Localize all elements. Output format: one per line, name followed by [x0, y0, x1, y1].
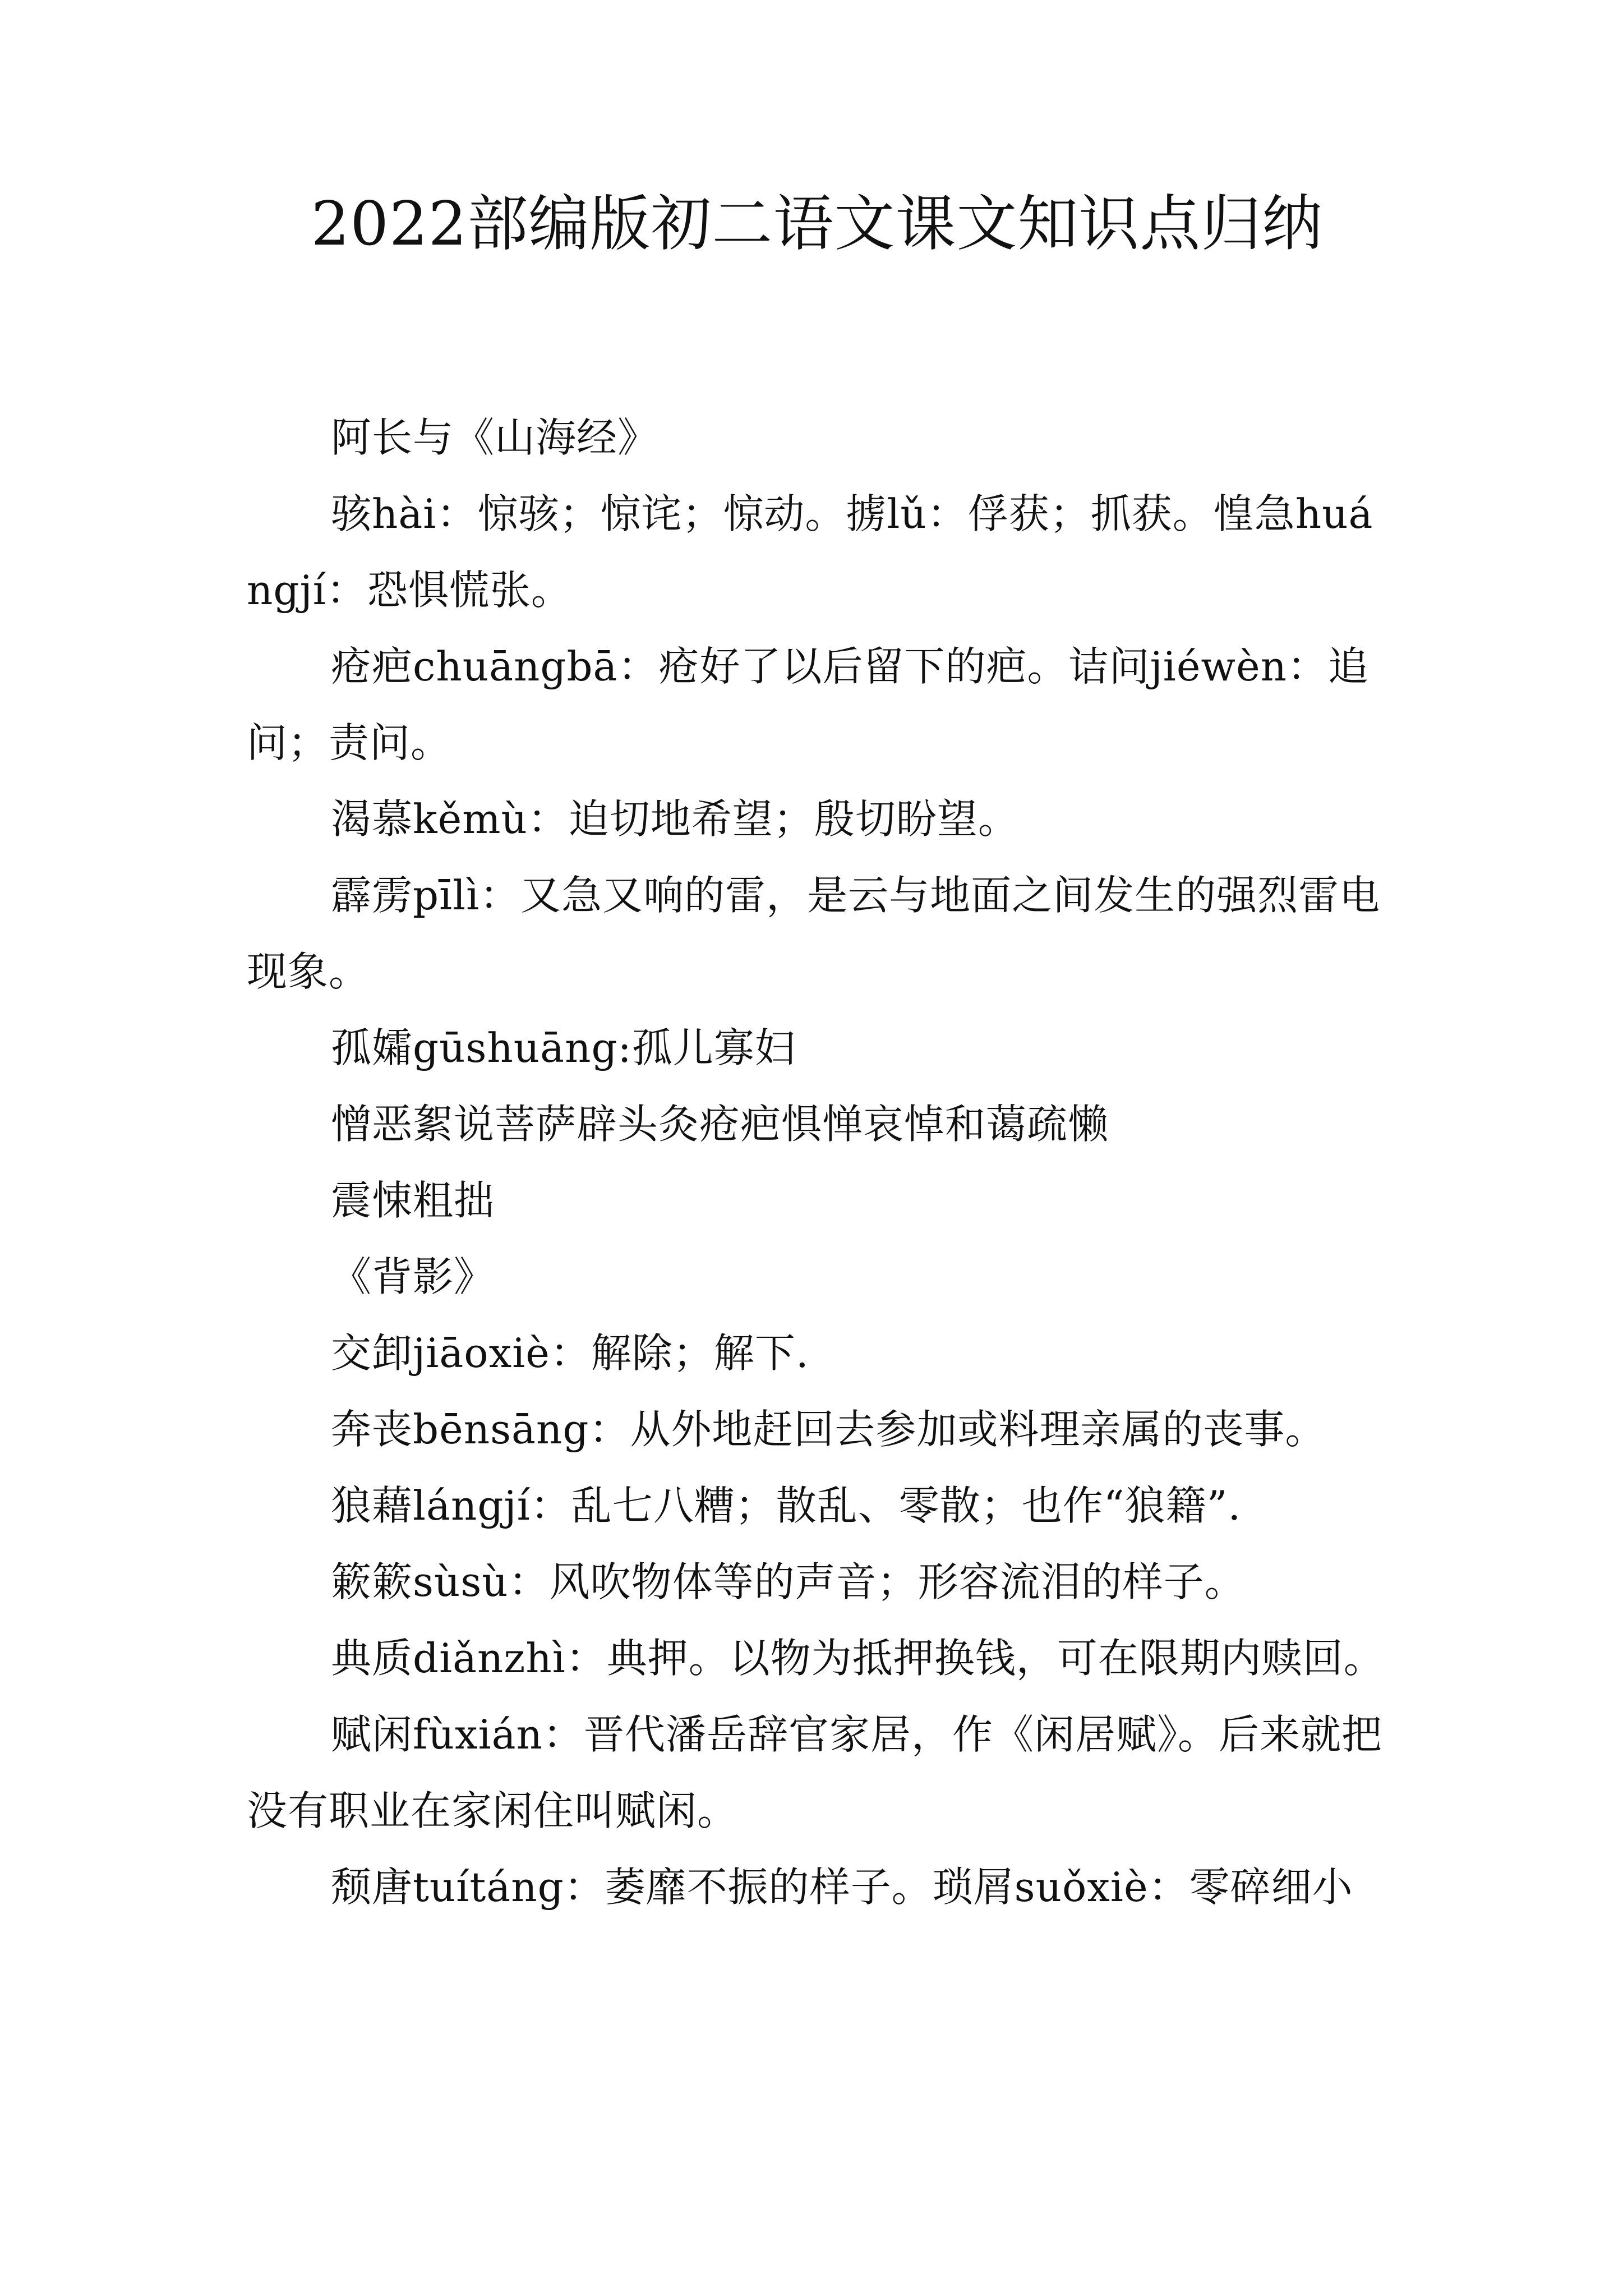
vocab-paragraph: 疮疤chuāngbā：疮好了以后留下的疤。诘问jiéwèn：追问；责问。 [247, 643, 1370, 766]
document-body [247, 399, 1387, 1925]
word-list: 憎恶絮说菩萨辟头灸疮疤惧惮哀悼和蔼疏懒 [331, 1101, 1109, 1148]
word-list: 震悚粗拙 [331, 1177, 495, 1224]
vocab-paragraph: 骇hài：惊骇；惊诧；惊动。掳lǔ：俘获；抓获。惶急huángjí：恐惧慌张。 [247, 490, 1373, 614]
document-title: 2022部编版初二语文课文知识点归纳 [311, 189, 1324, 259]
vocab-paragraph: 簌簌sùsù：风吹物体等的声音；形容流泪的样子。 [331, 1558, 1246, 1605]
section-heading-bei-ying: 《背影》 [331, 1253, 495, 1300]
vocab-paragraph: 渴慕kěmù：迫切地希望；殷切盼望。 [331, 795, 1019, 843]
vocab-paragraph: 霹雳pīlì：又急又响的雷，是云与地面之间发生的强烈雷电现象。 [247, 872, 1381, 995]
vocab-paragraph: 颓唐tuítáng：萎靡不振的样子。琐屑suǒxiè：零碎细小 [331, 1864, 1353, 1911]
vocab-paragraph: 赋闲fùxián：晋代潘岳辞官家居，作《闲居赋》。后来就把没有职业在家闲住叫赋闲。 [247, 1711, 1382, 1834]
vocab-paragraph: 狼藉lángjí：乱七八糟；散乱、零散；也作“狼籍”. [331, 1482, 1242, 1529]
section-heading-a-chang: 阿长与《山海经》 [331, 414, 659, 461]
vocab-paragraph: 奔丧bēnsāng：从外地赶回去参加或料理亲属的丧事。 [331, 1406, 1326, 1453]
vocab-paragraph: 典质diǎnzhì：典押。以物为抵押换钱，可在限期内赎回。 [331, 1635, 1385, 1682]
vocab-paragraph: 交卸jiāoxiè：解除；解下. [331, 1329, 809, 1377]
vocab-paragraph: 孤孀gūshuāng:孤儿寡妇 [331, 1024, 796, 1071]
